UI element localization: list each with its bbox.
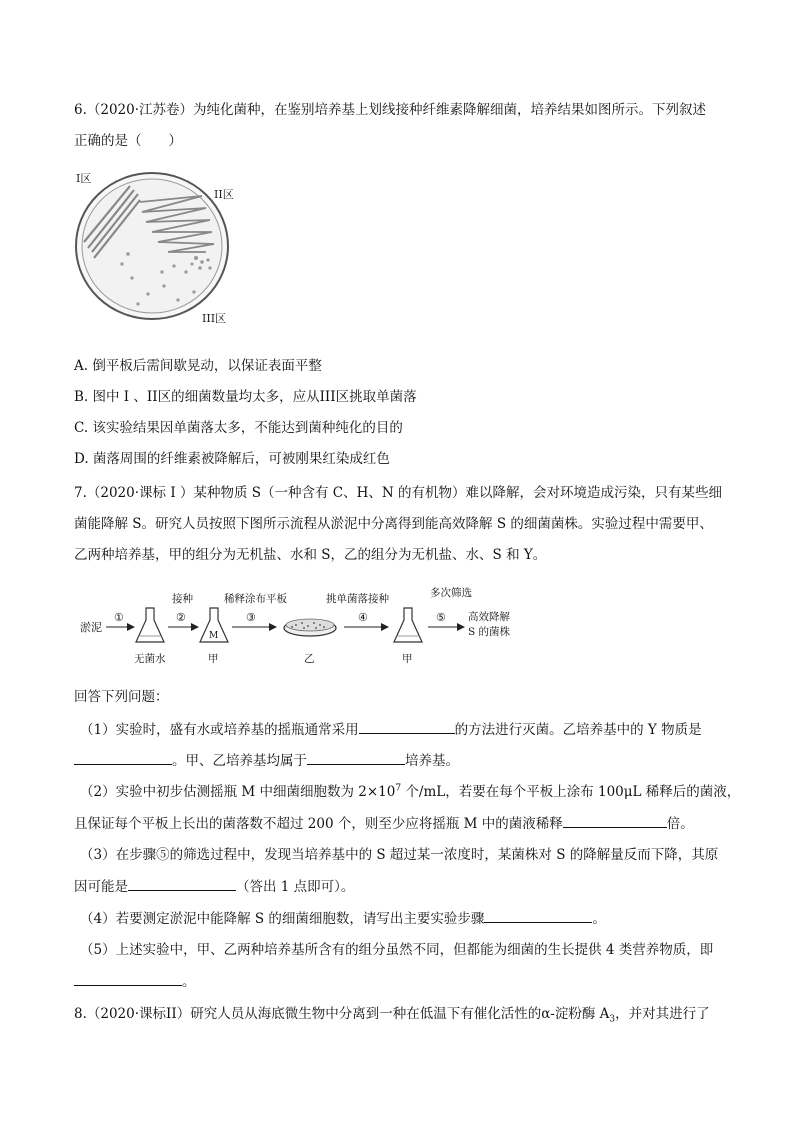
answer-blank[interactable]	[307, 750, 405, 765]
flow-start-label: 淤泥	[80, 621, 102, 634]
flask-jia-final	[394, 608, 422, 642]
q7-part5-line1: （5）上述实验中，甲、乙两种培养基所含有的组分虽然不同，但都能为细菌的生长提供 4 类营养物质，即	[80, 942, 714, 958]
q7-answer-prompt: 回答下列问题：	[74, 689, 169, 705]
q7-p1-text-a: （1）实验时，盛有水或培养基的摇瓶通常采用	[80, 722, 359, 738]
zone3-label: III区	[202, 312, 227, 325]
q7-p5-text-b: 。	[182, 974, 196, 990]
flow-step-2: ②	[176, 611, 186, 624]
q7-stem-line1: 7.（2020·课标 I ）某种物质 S（一种含有 C、H、N 的有机物）难以降解，会对环境造成污染，只有某些细	[74, 485, 722, 501]
flask3-label: 甲	[402, 653, 413, 665]
q6-stem-line1: 6.（2020·江苏卷）为纯化菌种，在鉴别培养基上划线接种纤维素降解细菌，培养结果如图所示。下列叙述	[74, 102, 707, 118]
petri-dish-figure	[74, 168, 244, 328]
q7-p2-text-a: （2）实验中初步估测摇瓶 M 中细菌细胞数为 2×10	[80, 784, 396, 800]
q8-subscript: 3	[609, 1014, 616, 1025]
q6-option-a: A. 倒平板后需间歇晃动，以保证表面平整	[74, 358, 322, 374]
answer-blank[interactable]	[563, 813, 667, 828]
answer-blank[interactable]	[128, 876, 236, 891]
q8-stem-line1	[74, 1004, 710, 1024]
q7-p1-text-c: 。甲、乙培养基均属于	[172, 753, 307, 769]
flow-screen-label: 多次筛选	[430, 587, 472, 599]
flask2-label: 甲	[208, 653, 219, 665]
q7-part2-line1	[80, 782, 740, 802]
flow-step-1: ①	[114, 611, 124, 624]
q7-p3-text-b: 因可能是	[74, 879, 128, 895]
q7-stem-line3: 乙两种培养基，甲的组分为无机盐、水和 S，乙的组分为无机盐、水、S 和 Y。	[74, 547, 547, 563]
flask-sterile-water	[136, 608, 164, 642]
q6-option-b: B. 图中 I 、II区的细菌数量均太多，应从III区挑取单菌落	[74, 389, 417, 405]
flow-spread-label: 稀释涂布平板	[224, 593, 287, 605]
q7-p1-text-d: 培养基。	[405, 753, 459, 769]
q8-text-b: ，并对其进行了	[615, 1006, 710, 1022]
answer-blank[interactable]	[74, 750, 172, 765]
flask2-mark: M	[209, 631, 219, 641]
q6-option-d: D. 菌落周围的纤维素被降解后，可被刚果红染成红色	[74, 451, 390, 467]
q6-stem-line2: 正确的是（ ）	[74, 133, 182, 149]
q8-text-a: 8.（2020·课标II）研究人员从海底微生物中分离到一种在低温下有催化活性的α-淀粉酶 A	[74, 1006, 610, 1022]
flow-result-line2: S 的菌株	[468, 626, 511, 638]
flow-result-line1: 高效降解	[468, 611, 510, 623]
answer-blank[interactable]	[359, 719, 455, 734]
q7-p2-text-c: 且保证每个平板上长出的菌落数不超过 200 个，则至少应将摇瓶 M 中的菌液稀释	[74, 816, 563, 832]
plate-label: 乙	[304, 653, 315, 665]
q7-p4-text-a: （4）若要测定淤泥中能降解 S 的细菌细胞数，请写出主要实验步骤	[80, 911, 485, 927]
flow-pick-label: 挑单菌落接种	[326, 593, 389, 605]
q7-part3-line2	[74, 876, 354, 897]
q7-part4-line1	[80, 908, 606, 929]
zone1-label: I区	[76, 172, 92, 185]
q7-p2-text-b: 个/mL，若要在每个平板上涂布 100μL 稀释后的菌液，	[401, 784, 741, 800]
q7-p1-text-b: 的方法进行灭菌。乙培养基中的 Y 物质是	[454, 722, 702, 738]
flow-inoculate-label: 接种	[172, 593, 193, 605]
flow-step-4: ④	[358, 611, 368, 624]
zone2-label: II区	[214, 188, 234, 201]
q7-part3-line1: （3）在步骤⑤的筛选过程中，发现当培养基中的 S 超过某一浓度时，某菌株对 S 的降解量反而下降，其原	[80, 847, 719, 863]
answer-blank[interactable]	[74, 971, 182, 986]
q7-part5-line2	[74, 971, 196, 992]
q7-p2-exponent: 7	[395, 783, 402, 794]
q7-part1-line1	[80, 719, 702, 740]
flow-diagram	[74, 580, 554, 672]
q7-p3-text-c: （答出 1 点即可）。	[236, 879, 355, 895]
q7-part2-line2	[74, 813, 694, 834]
flow-step-3: ③	[246, 611, 256, 624]
flask1-label: 无菌水	[134, 653, 166, 665]
q7-stem-line2: 菌能降解 S。研究人员按照下图所示流程从淤泥中分离得到能高效降解 S 的细菌菌株。实验过程中需要甲、	[74, 516, 713, 532]
q6-option-c: C. 该实验结果因单菌落太多，不能达到菌种纯化的目的	[74, 420, 403, 436]
q7-p4-text-b: 。	[592, 911, 606, 927]
answer-blank[interactable]	[484, 908, 592, 923]
q7-part1-line2	[74, 750, 459, 771]
q7-p2-text-d: 倍。	[666, 816, 694, 832]
flow-step-5: ⑤	[436, 611, 446, 624]
